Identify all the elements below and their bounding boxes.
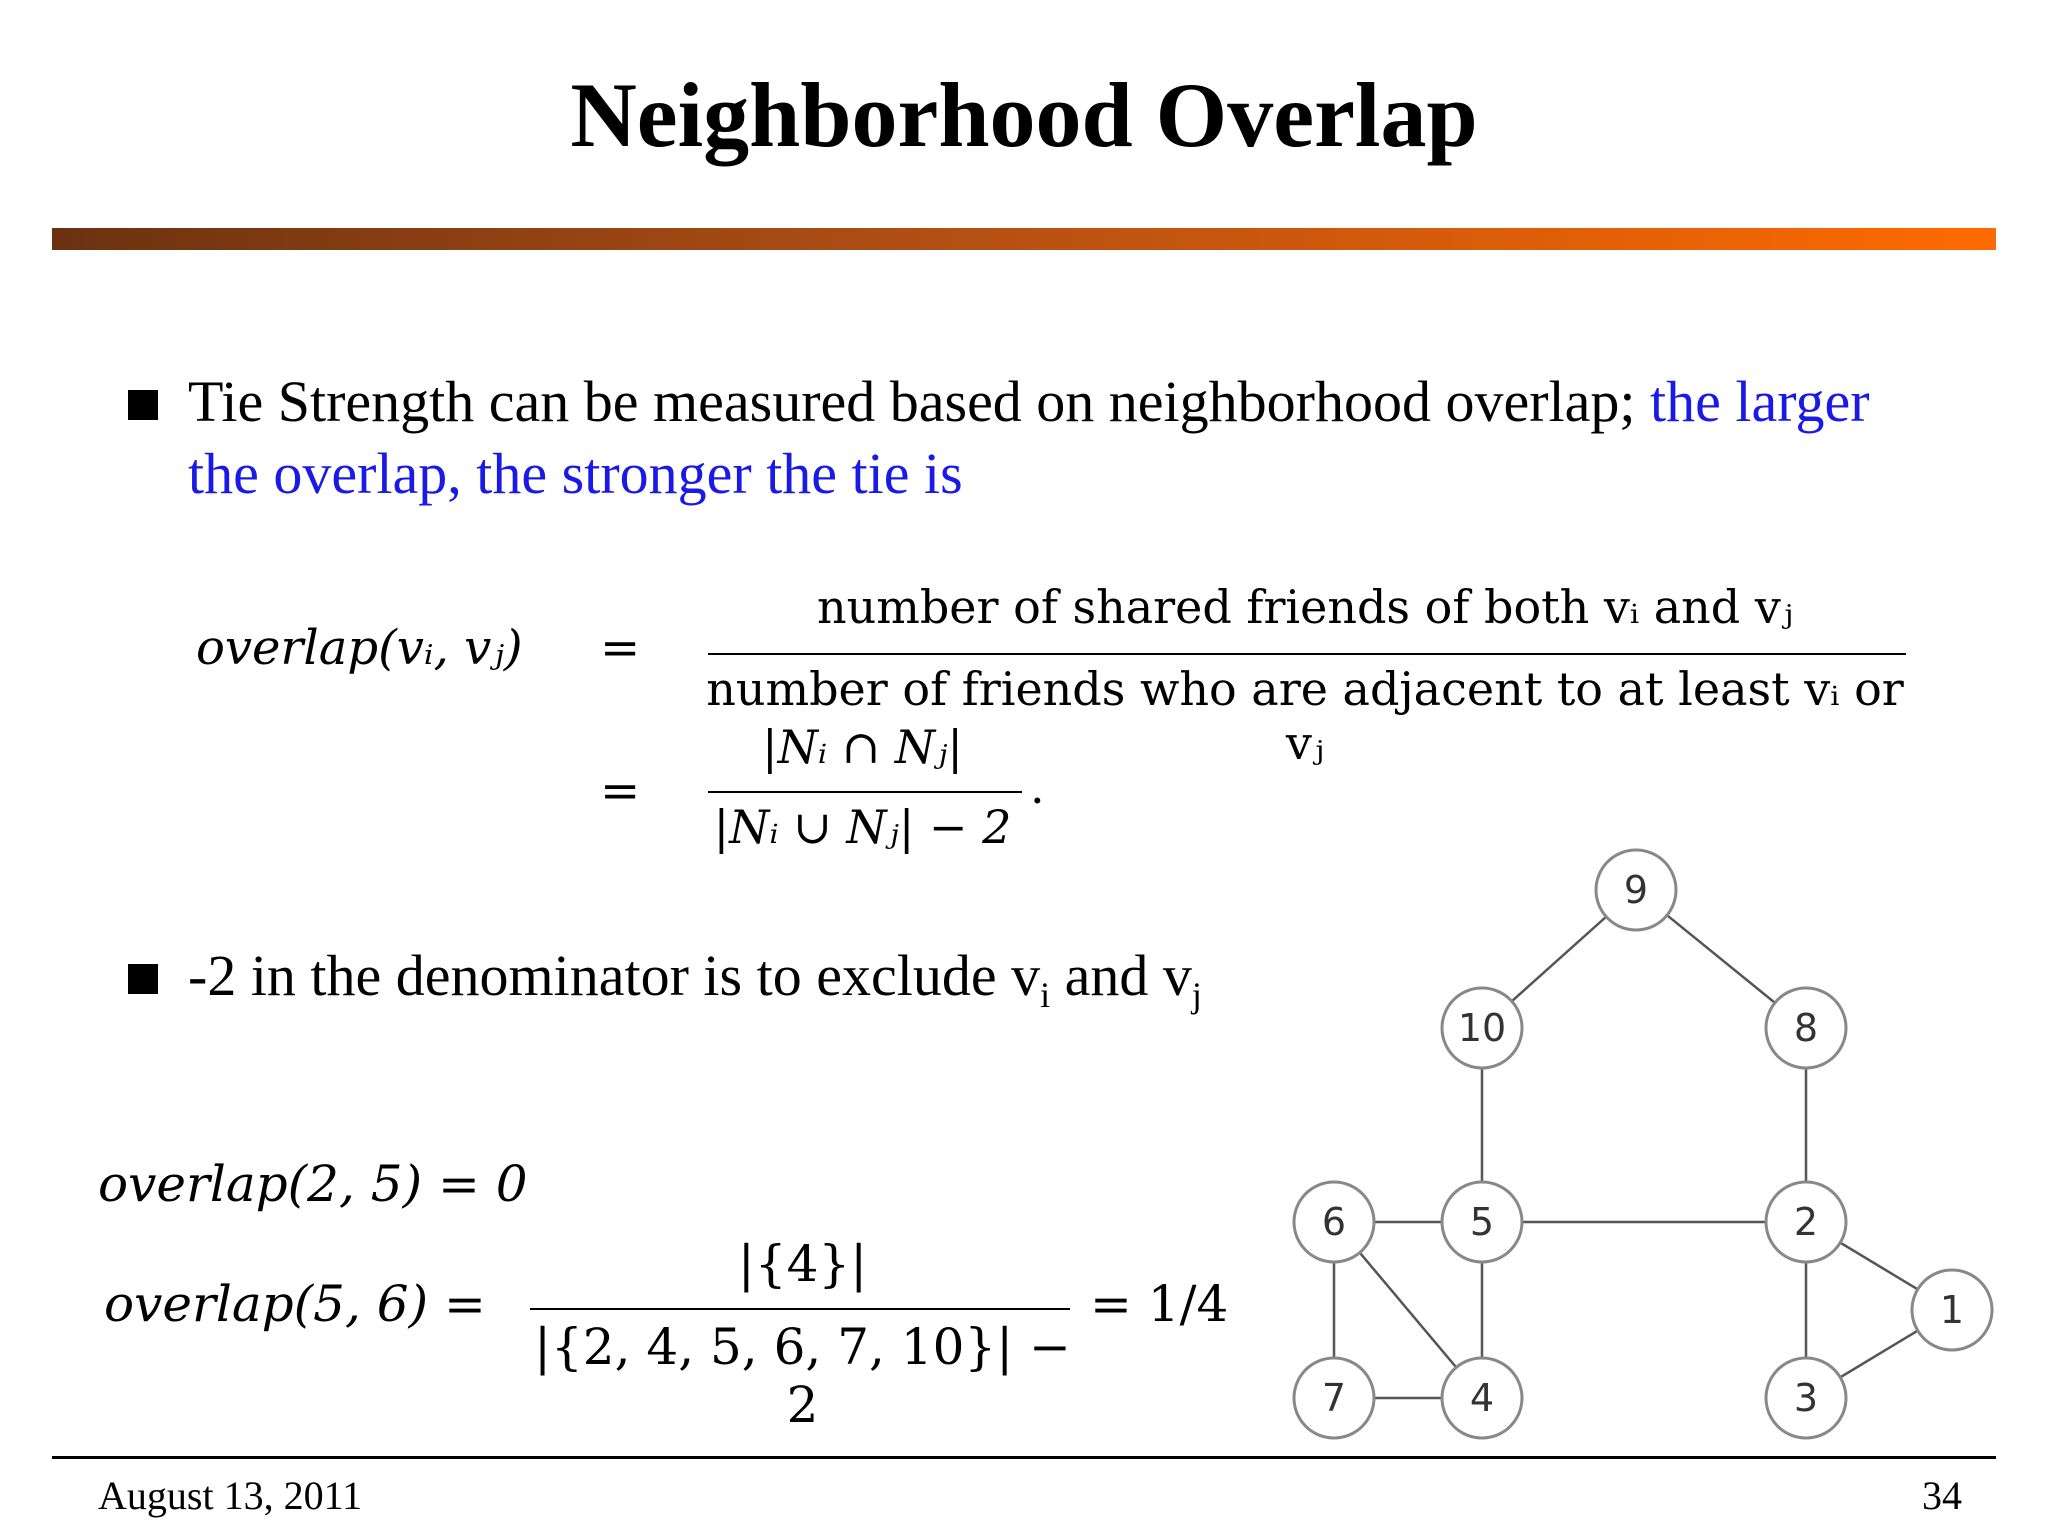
graph-node-5 [1442,1182,1522,1262]
node-label: 9 [1623,868,1649,912]
formula-set-denominator: |Nᵢ ∪ Nⱼ| − 2 [713,800,1012,854]
example-overlap-2-5: overlap(2, 5) = 0 [98,1155,528,1213]
bullet-plain-text: Tie Strength can be measured based on neighborhood overlap; [188,369,1651,434]
footer-divider [52,1456,1996,1459]
formula-equals-2: = [600,763,641,819]
graph-node-6 [1294,1182,1374,1262]
node-label: 5 [1469,1200,1495,1244]
formula-set-numerator: |Nᵢ ∩ Nⱼ| [762,720,963,774]
graph-node-4 [1442,1358,1522,1438]
node-label: 7 [1321,1376,1347,1420]
graph-node-8 [1766,988,1846,1068]
node-label: 4 [1469,1376,1495,1420]
graph-node-3 [1766,1358,1846,1438]
node-label: 3 [1793,1376,1819,1420]
node-label: 8 [1793,1006,1819,1050]
example-overlap-5-6-lhs: overlap(5, 6) = [104,1275,486,1333]
formula-numerator: number of shared friends of both vᵢ and vⱼ [816,580,1794,634]
graph-node-7 [1294,1358,1374,1438]
subscript-i: i [1040,975,1051,1015]
bullet-note-text: -2 in the denominator is to exclude v [188,943,1041,1008]
footer-date: August 13, 2011 [98,1473,363,1518]
node-label: 1 [1939,1288,1965,1332]
formula-dot: . [1030,760,1045,814]
node-label: 10 [1457,1006,1507,1050]
graph-node-2 [1766,1182,1846,1262]
formula-denominator: number of friends who are adjacent to at least vᵢ or vⱼ [706,662,1904,770]
page-number: 34 [1922,1473,1962,1518]
node-label: 6 [1321,1200,1347,1244]
graph-node-10 [1442,988,1522,1068]
example-numerator: |{4}| [737,1235,868,1293]
example-denominator: |{2, 4, 5, 6, 7, 10}| − 2 [534,1318,1071,1434]
example-result: = 1/4 [1090,1275,1229,1333]
formula-equals-1: = [600,620,641,676]
bullet-note-and: and v [1050,943,1192,1008]
bullet-highlight-text: the larger the overlap, the stronger the tie is [188,369,1870,506]
subscript-j: j [1191,975,1202,1015]
node-label: 2 [1793,1200,1819,1244]
formula-lhs: overlap(vᵢ, vⱼ) [196,620,523,676]
slide-title: Neighborhood Overlap [570,64,1478,166]
graph-node-9 [1596,850,1676,930]
graph-node-1 [1912,1270,1992,1350]
